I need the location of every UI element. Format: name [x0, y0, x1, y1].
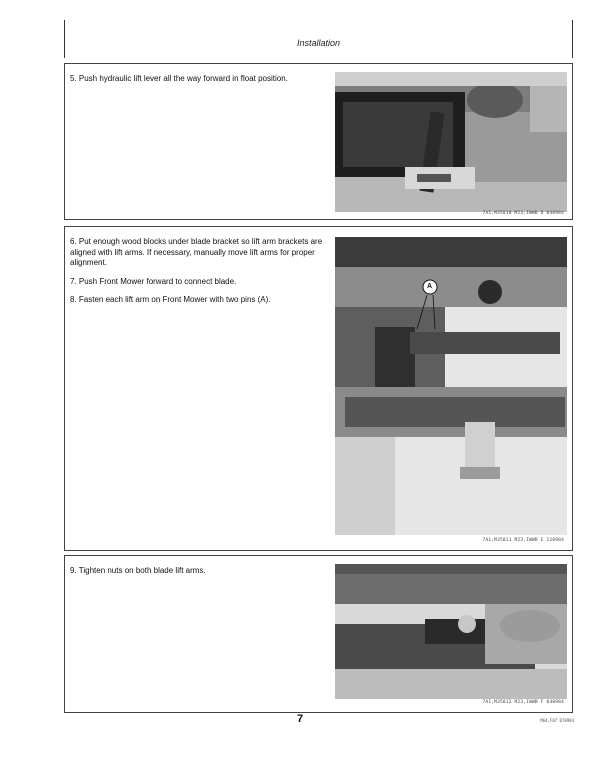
photo-tighten-nuts	[335, 564, 567, 699]
photo-caption: 7A1,M35811 M23,IWWB E 110984	[482, 538, 564, 543]
photo-lift-arm-pins	[335, 237, 567, 535]
photo-caption: 7A1,M35810 M23,IWWB D 040984	[482, 211, 564, 216]
instruction-section-2	[64, 226, 573, 551]
step-7: 7. Push Front Mower forward to connect blade.	[70, 276, 237, 286]
instruction-section-3	[64, 555, 573, 713]
photo-hydraulic-lever	[335, 72, 567, 212]
step-text-column	[70, 566, 325, 585]
callout-label-a: A	[427, 283, 433, 290]
step-9: 9. Tighten nuts on both blade lift arms.	[70, 566, 206, 575]
step-8: 8. Fasten each lift arm on Front Mower with two pins (A).	[70, 295, 271, 304]
page-header-title: Installation	[296, 38, 341, 48]
step-text-column	[70, 237, 325, 314]
step-6: 6. Put enough wood blocks under blade bracket so lift arm brackets are aligned with lift arms. If necessary, manually move lift arms for proper alignment.	[70, 237, 323, 267]
step-5: 5. Push hydraulic lift lever all the way forward in float position.	[70, 74, 288, 83]
step-text-column	[70, 74, 325, 93]
page-number: 7	[296, 713, 304, 725]
photo-caption: 7A1,M35812 M23,IWWB F 040984	[482, 700, 564, 705]
instruction-section-1	[64, 63, 573, 220]
footer-code: M64,F07 070984	[540, 718, 574, 723]
